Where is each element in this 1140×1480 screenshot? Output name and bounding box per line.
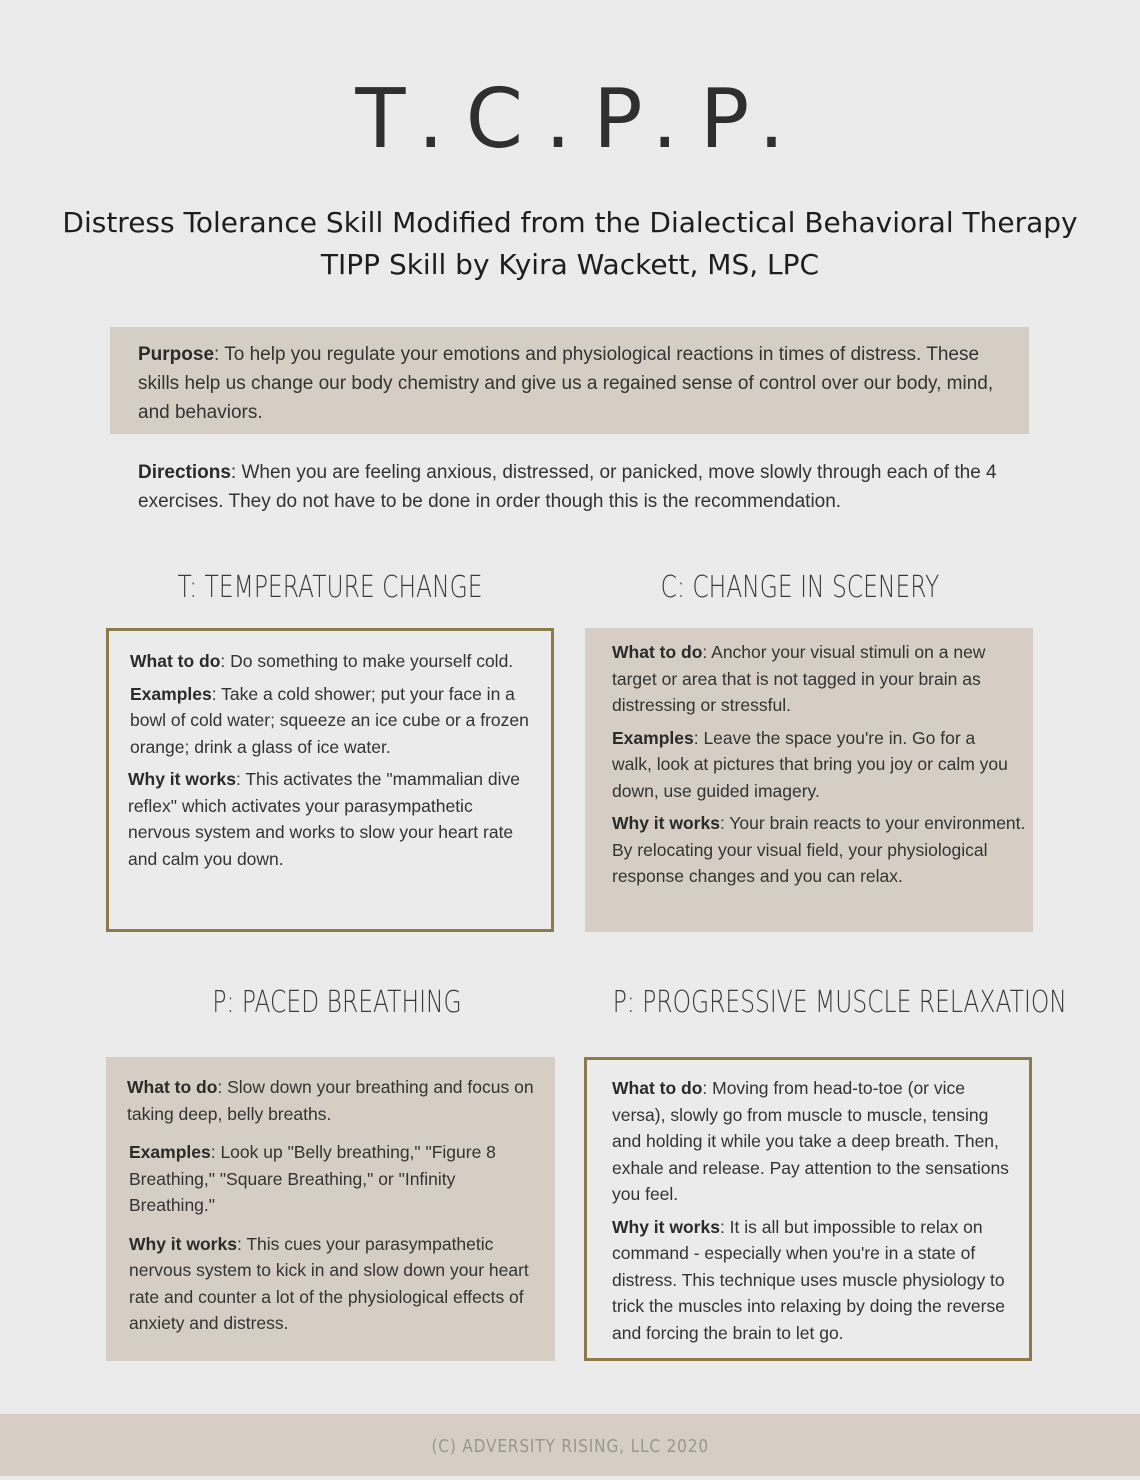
- examples-text: : Look up "Belly breathing," "Figure 8 Breathing," "Square Breathing," or "Infinity Breathing.": [129, 1142, 496, 1215]
- purpose-label: Purpose: [138, 344, 215, 365]
- examples-label: Examples: [129, 1142, 211, 1162]
- card-paced-breathing: [106, 1057, 555, 1361]
- why-it-works-text: : Your brain reacts to your environment. By relocating your visual field, your physiological response changes and you can relax.: [612, 813, 1026, 886]
- directions-text: [138, 458, 1008, 516]
- directions-body: : When you are feeling anxious, distressed, or panicked, move slowly through each of the 4 exercises. They do not have to be done in order though this is the recommendation.: [138, 462, 997, 512]
- directions-label: Directions: [138, 462, 231, 483]
- scenery-why-it-works: [612, 810, 1033, 890]
- relaxation-what-to-do: [612, 1075, 1015, 1208]
- directions-block: [138, 458, 1008, 516]
- breathing-what-to-do: [127, 1074, 537, 1127]
- why-it-works-text: : This cues your parasympathetic nervous system to kick in and slow down your heart rate and counter a lot of the physiological effects of anxiety and distress.: [129, 1233, 529, 1333]
- why-it-works-text: : This activates the "mammalian dive reflex" which activates your parasympathetic nervous system and works to slow your heart rate and calm you down.: [128, 769, 520, 869]
- why-it-works-text: : It is all but impossible to relax on command - especially when you're in a state of distress. This technique uses muscle physiology to trick the muscles into relaxing by doing the reverse and forcing the brain to let go.: [612, 1216, 1005, 1343]
- heading-temperature-change: T: TEMPERATURE CHANGE: [177, 570, 483, 605]
- temperature-what-to-do: [130, 648, 531, 675]
- card-temperature-change: [106, 628, 554, 932]
- card-change-in-scenery: [585, 628, 1033, 932]
- what-to-do-text: : Slow down your breathing and focus on taking deep, belly breaths.: [127, 1077, 534, 1124]
- examples-text: : Take a cold shower; put your face in a bowl of cold water; squeeze an ice cube or a frozen orange; drink a glass of ice water.: [130, 683, 529, 757]
- heading-paced-breathing: P: PACED BREATHING: [212, 985, 462, 1020]
- examples-label: Examples: [612, 727, 694, 748]
- subtitle-line-2: TIPP Skill by Kyira Wackett, MS, LPC: [320, 248, 820, 281]
- what-to-do-label: What to do: [612, 1078, 703, 1098]
- examples-label: Examples: [130, 683, 212, 704]
- why-it-works-label: Why it works: [612, 813, 720, 833]
- temperature-examples: [130, 681, 531, 761]
- footer-bar: [0, 1414, 1140, 1476]
- purpose-box: [110, 327, 1029, 434]
- what-to-do-label: What to do: [130, 651, 221, 671]
- breathing-why-it-works: [129, 1231, 537, 1337]
- scenery-examples: [612, 725, 1012, 805]
- purpose-body: : To help you regulate your emotions and physiological reactions in times of distress. These skills help us change our body chemistry and give us a regained sense of control over our body, mind, and behaviors.: [138, 344, 994, 423]
- what-to-do-label: What to do: [612, 642, 703, 662]
- relaxation-why-it-works: [612, 1214, 1015, 1347]
- why-it-works-label: Why it works: [129, 1233, 237, 1254]
- subtitle-line-1: Distress Tolerance Skill Modified from the Dialectical Behavioral Therapy: [62, 206, 1078, 239]
- heading-change-in-scenery: C: CHANGE IN SCENERY: [660, 570, 940, 605]
- examples-text: : Leave the space you're in. Go for a walk, look at pictures that bring you joy or calm you down, use guided imagery.: [612, 727, 1008, 801]
- card-progressive-muscle-relaxation: [584, 1057, 1032, 1361]
- what-to-do-text: : Moving from head-to-toe (or vice versa), slowly go from muscle to muscle, tensing and holding it while you take a deep breath. Then, exhale and release. Pay attention to the sensations you feel.: [612, 1078, 1009, 1204]
- why-it-works-label: Why it works: [612, 1216, 720, 1237]
- breathing-examples: [129, 1139, 537, 1219]
- temperature-why-it-works: [128, 766, 531, 872]
- purpose-text: [138, 340, 1001, 427]
- heading-progressive-muscle-relaxation: P: PROGRESSIVE MUSCLE RELAXATION: [612, 985, 1067, 1020]
- copyright-text: (C) ADVERSITY RISING, LLC 2020: [431, 1436, 709, 1457]
- scenery-what-to-do: [612, 639, 1012, 719]
- page-title: T.C.P.P.: [355, 72, 807, 167]
- what-to-do-label: What to do: [127, 1077, 218, 1097]
- what-to-do-text: : Do something to make yourself cold.: [220, 651, 514, 671]
- what-to-do-text: : Anchor your visual stimuli on a new target or area that is not tagged in your brain as distressing or stressful.: [612, 642, 986, 715]
- why-it-works-label: Why it works: [128, 769, 236, 789]
- subtitle: [60, 202, 1080, 286]
